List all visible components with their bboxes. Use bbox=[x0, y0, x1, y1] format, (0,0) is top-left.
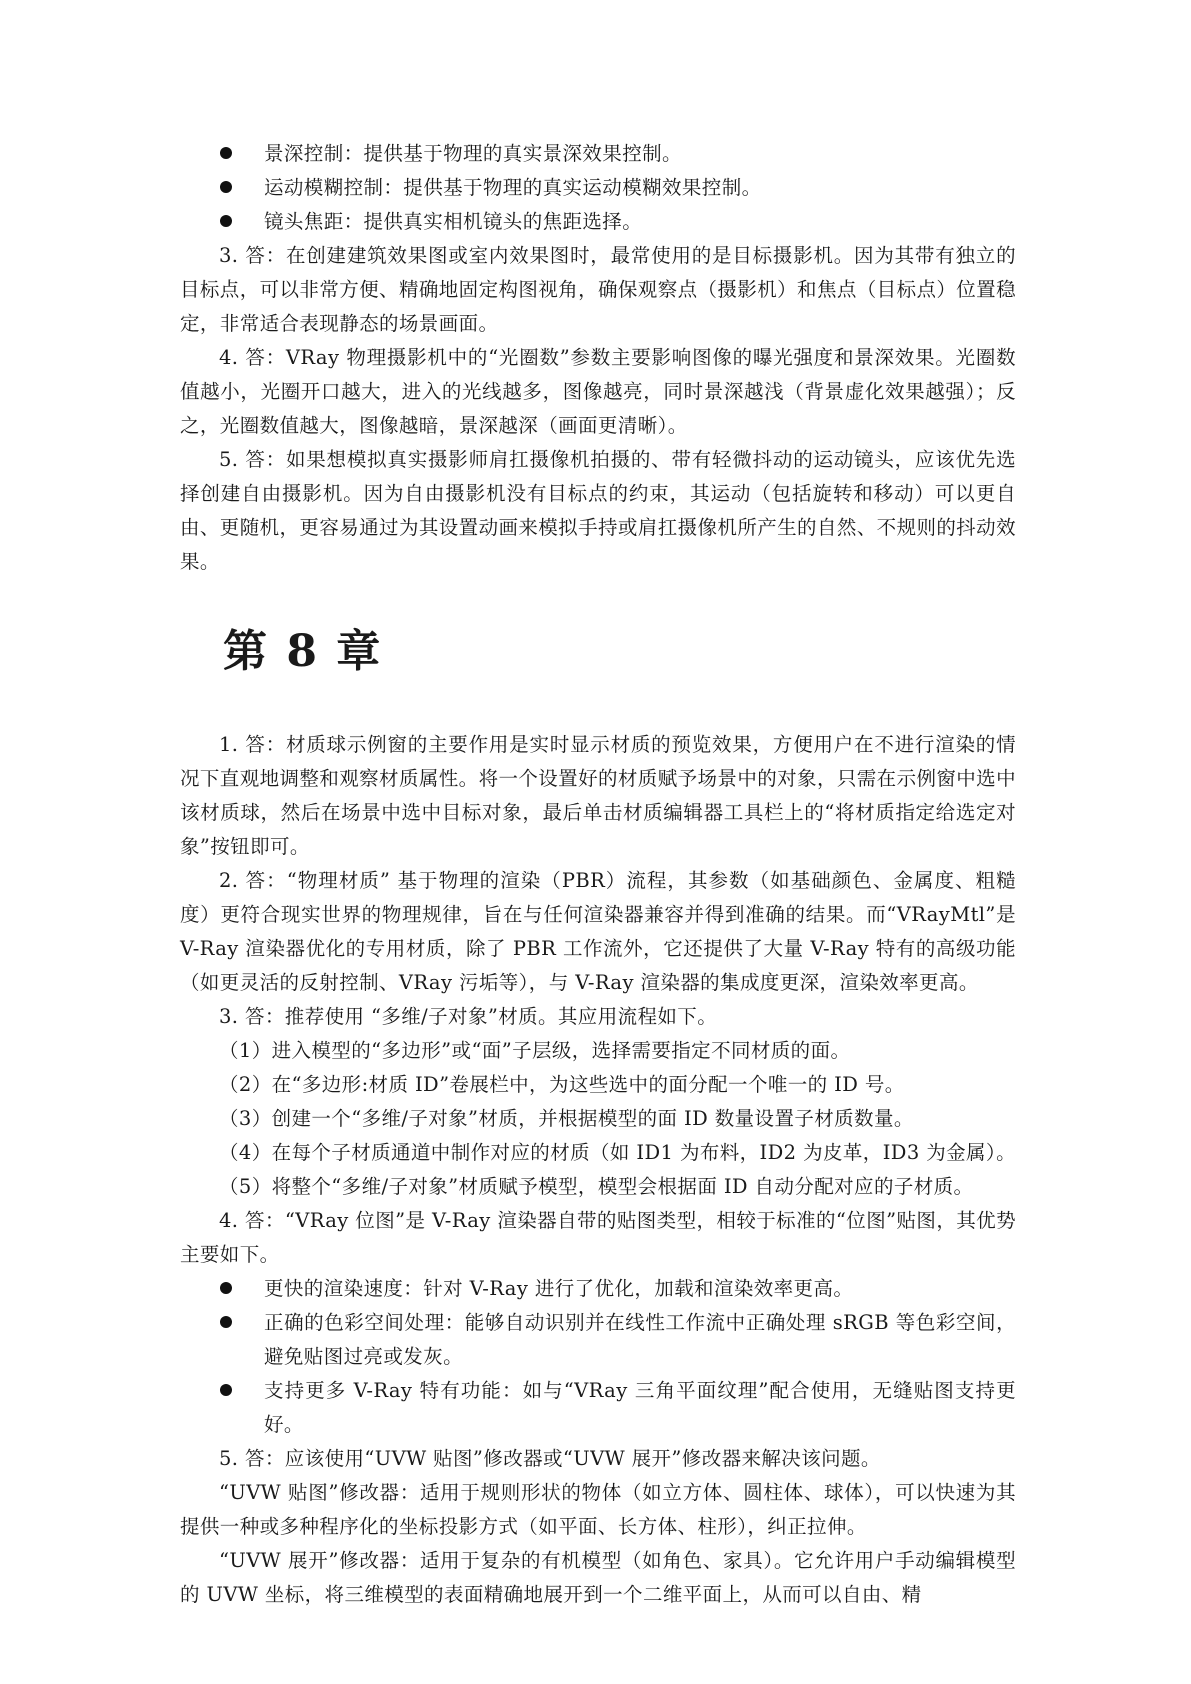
bullet-dot-icon bbox=[220, 147, 232, 159]
answer-paragraph: 3. 答：推荐使用 “多维/子对象”材质。其应用流程如下。 bbox=[219, 1005, 718, 1028]
answer-paragraph: “UVW 展开”修改器：适用于复杂的有机模型（如角色、家具）。它允许用户手动编辑模型的 UVW 坐标，将三维模型的表面精确地展开到一个二维平面上，从而可以自由、精 bbox=[180, 1549, 1016, 1606]
answer-paragraph: 2. 答：“物理材质” 基于物理的渲染（PBR）流程，其参数（如基础颜色、金属度、粗糙度）更符合现实世界的物理规律，旨在与任何渲染器兼容并得到准确的结果。而“VRayMtl”是 V-Ray 渲染器优化的专用材质，除了 PBR 工作流外，它还提供了大量 V-Ray 特有的高级功能（如更灵活的反射控制、VRay 污垢等），与 V-Ray 渲染器的集成度更深，渲染效率更高。 bbox=[180, 869, 1016, 994]
bullet-dot-icon bbox=[220, 215, 232, 227]
answer-paragraph: 4. 答：VRay 物理摄影机中的“光圈数”参数主要影响图像的曝光强度和景深效果。光圈数值越小，光圈开口越大，进入的光线越多，图像越亮，同时景深越浅（背景虚化效果越强）；反之，光圈数值越大，图像越暗，景深越深（画面更清晰）。 bbox=[180, 346, 1016, 437]
bullet-dot-icon bbox=[220, 1316, 232, 1328]
step-item: （3）创建一个“多维/子对象”材质，并根据模型的面 ID 数量设置子材质数量。 bbox=[219, 1107, 914, 1130]
bullet-item bbox=[180, 1374, 1016, 1442]
bullet-dot-icon bbox=[220, 181, 232, 193]
chapter-heading: 第 8 章 bbox=[223, 626, 383, 677]
step-item: （4）在每个子材质通道中制作对应的材质（如 ID1 为布料，ID2 为皮革，ID3 为金属）。 bbox=[219, 1141, 1016, 1164]
bullet-dot-icon bbox=[220, 1384, 232, 1396]
answer-paragraph: 3. 答：在创建建筑效果图或室内效果图时，最常使用的是目标摄影机。因为其带有独立的目标点，可以非常方便、精确地固定构图视角，确保观察点（摄影机）和焦点（目标点）位置稳定，非常适合表现静态的场景画面。 bbox=[180, 244, 1016, 335]
bullet-item bbox=[180, 137, 1016, 171]
bullet-item bbox=[180, 205, 1016, 239]
bullet-text: 运动模糊控制：提供基于物理的真实运动模糊效果控制。 bbox=[264, 176, 762, 199]
bullet-text: 正确的色彩空间处理：能够自动识别并在线性工作流中正确处理 sRGB 等色彩空间，避免贴图过亮或发灰。 bbox=[264, 1311, 1016, 1368]
bullet-item bbox=[180, 1306, 1016, 1374]
step-item: （2）在“多边形:材质 ID”卷展栏中，为这些选中的面分配一个唯一的 ID 号。 bbox=[219, 1073, 905, 1096]
answer-paragraph: “UVW 贴图”修改器：适用于规则形状的物体（如立方体、圆柱体、球体），可以快速为其提供一种或多种程序化的坐标投影方式（如平面、长方体、柱形），纠正拉伸。 bbox=[180, 1481, 1016, 1538]
bullet-text: 景深控制：提供基于物理的真实景深效果控制。 bbox=[264, 142, 682, 165]
step-item: （5）将整个“多维/子对象”材质赋予模型，模型会根据面 ID 自动分配对应的子材质。 bbox=[219, 1175, 974, 1198]
answer-paragraph: 5. 答：如果想模拟真实摄影师肩扛摄像机拍摄的、带有轻微抖动的运动镜头，应该优先选择创建自由摄影机。因为自由摄影机没有目标点的约束，其运动（包括旋转和移动）可以更自由、更随机，更容易通过为其设置动画来模拟手持或肩扛摄像机所产生的自然、不规则的抖动效果。 bbox=[180, 448, 1016, 573]
page-content bbox=[180, 137, 1016, 1612]
bullet-text: 镜头焦距：提供真实相机镜头的焦距选择。 bbox=[264, 210, 643, 233]
bullet-item bbox=[180, 1272, 1016, 1306]
bullet-dot-icon bbox=[220, 1282, 232, 1294]
answer-paragraph: 1. 答：材质球示例窗的主要作用是实时显示材质的预览效果，方便用户在不进行渲染的情况下直观地调整和观察材质属性。将一个设置好的材质赋予场景中的对象，只需在示例窗中选中该材质球，然后在场景中选中目标对象，最后单击材质编辑器工具栏上的“将材质指定给选定对象”按钮即可。 bbox=[180, 733, 1016, 858]
answer-paragraph: 4. 答：“VRay 位图”是 V-Ray 渲染器自带的贴图类型，相较于标准的“位图”贴图，其优势主要如下。 bbox=[180, 1209, 1016, 1266]
bullet-text: 更快的渲染速度：针对 V-Ray 进行了优化，加载和渲染效率更高。 bbox=[264, 1277, 854, 1300]
step-item: （1）进入模型的“多边形”或“面”子层级，选择需要指定不同材质的面。 bbox=[219, 1039, 851, 1062]
bullet-item bbox=[180, 171, 1016, 205]
bullet-text: 支持更多 V-Ray 特有功能：如与“VRay 三角平面纹理”配合使用，无缝贴图支持更好。 bbox=[264, 1379, 1016, 1436]
answer-paragraph: 5. 答：应该使用“UVW 贴图”修改器或“UVW 展开”修改器来解决该问题。 bbox=[219, 1447, 881, 1470]
